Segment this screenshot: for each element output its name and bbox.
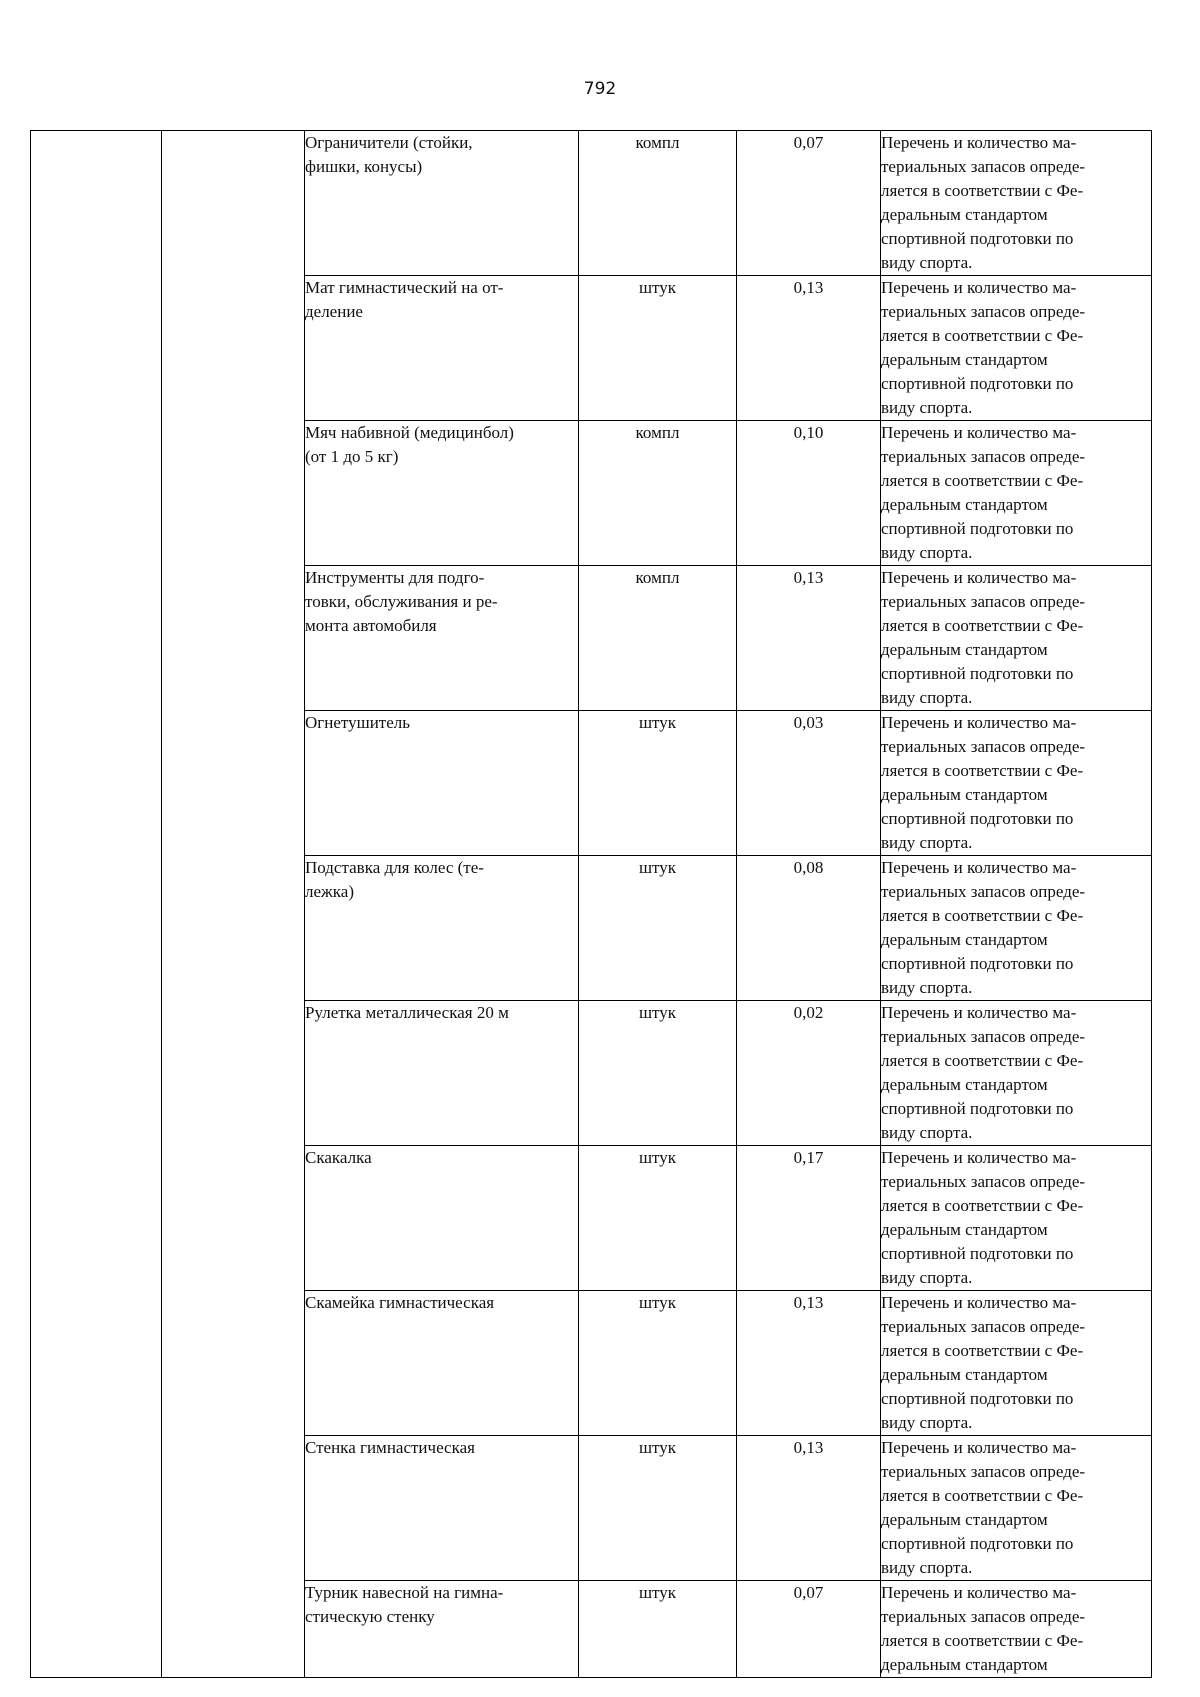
item-name-cell <box>305 1291 579 1436</box>
note-line: ляется в соответствии с Фе- <box>881 906 1084 925</box>
note-line: ляется в соответствии с Фе- <box>881 761 1084 780</box>
note-line: териальных запасов опреде- <box>881 882 1086 901</box>
note-line: териальных запасов опреде- <box>881 1317 1086 1336</box>
note-line: ляется в соответствии с Фе- <box>881 1196 1084 1215</box>
note-line: спортивной подготовки по <box>881 519 1074 538</box>
quantity-cell: 0,08 <box>737 856 881 1001</box>
item-name-line: (от 1 до 5 кг) <box>305 447 399 466</box>
note-cell <box>881 856 1152 1001</box>
note-line: ляется в соответствии с Фе- <box>881 181 1084 200</box>
unit-cell: штук <box>579 856 737 1001</box>
unit-cell: штук <box>579 711 737 856</box>
note-line: териальных запасов опреде- <box>881 447 1086 466</box>
quantity-cell: 0,07 <box>737 1581 881 1678</box>
note-line: Перечень и количество ма- <box>881 1148 1077 1167</box>
note-line: виду спорта. <box>881 543 973 562</box>
unit-cell: штук <box>579 276 737 421</box>
item-name-line: Стенка гимнастическая <box>305 1438 475 1457</box>
quantity-cell: 0,13 <box>737 1436 881 1581</box>
note-line: деральным стандартом <box>881 785 1048 804</box>
item-name-line: монта автомобиля <box>305 616 437 635</box>
note-line: спортивной подготовки по <box>881 1389 1074 1408</box>
item-name-cell <box>305 421 579 566</box>
note-line: Перечень и количество ма- <box>881 278 1077 297</box>
note-line: виду спорта. <box>881 1413 973 1432</box>
quantity-cell: 0,13 <box>737 1291 881 1436</box>
note-line: ляется в соответствии с Фе- <box>881 326 1084 345</box>
note-line: деральным стандартом <box>881 1365 1048 1384</box>
item-name-line: фишки, конусы) <box>305 157 423 176</box>
note-line: виду спорта. <box>881 1268 973 1287</box>
unit-cell: штук <box>579 1436 737 1581</box>
note-line: виду спорта. <box>881 1558 973 1577</box>
item-name-line: Мат гимнастический на от- <box>305 278 504 297</box>
unit-cell: штук <box>579 1001 737 1146</box>
empty-column-1 <box>31 131 162 1678</box>
note-line: ляется в соответствии с Фе- <box>881 471 1084 490</box>
note-line: териальных запасов опреде- <box>881 737 1086 756</box>
item-name-cell <box>305 1436 579 1581</box>
note-line: виду спорта. <box>881 398 973 417</box>
unit-cell: штук <box>579 1291 737 1436</box>
note-line: териальных запасов опреде- <box>881 592 1086 611</box>
note-line: деральным стандартом <box>881 640 1048 659</box>
note-cell <box>881 131 1152 276</box>
note-line: деральным стандартом <box>881 1075 1048 1094</box>
item-name-line: Огнетушитель <box>305 713 410 732</box>
note-line: спортивной подготовки по <box>881 954 1074 973</box>
unit-cell: компл <box>579 566 737 711</box>
note-line: ляется в соответствии с Фе- <box>881 1341 1084 1360</box>
note-cell <box>881 1291 1152 1436</box>
item-name-line: лежка) <box>305 882 354 901</box>
note-line: деральным стандартом <box>881 1510 1048 1529</box>
note-line: териальных запасов опреде- <box>881 1462 1086 1481</box>
note-line: Перечень и количество ма- <box>881 1293 1077 1312</box>
note-line: деральным стандартом <box>881 205 1048 224</box>
quantity-cell: 0,10 <box>737 421 881 566</box>
note-line: виду спорта. <box>881 833 973 852</box>
unit-cell: компл <box>579 421 737 566</box>
item-name-line: Инструменты для подго- <box>305 568 485 587</box>
quantity-cell: 0,07 <box>737 131 881 276</box>
item-name-line: Мяч набивной (медицинбол) <box>305 423 514 442</box>
note-line: ляется в соответствии с Фе- <box>881 1631 1084 1650</box>
note-line: Перечень и количество ма- <box>881 858 1077 877</box>
note-line: виду спорта. <box>881 1123 973 1142</box>
note-cell <box>881 1001 1152 1146</box>
unit-cell: штук <box>579 1146 737 1291</box>
note-cell <box>881 566 1152 711</box>
note-line: териальных запасов опреде- <box>881 302 1086 321</box>
note-line: Перечень и количество ма- <box>881 1438 1077 1457</box>
note-line: деральным стандартом <box>881 1655 1048 1674</box>
note-line: териальных запасов опреде- <box>881 157 1086 176</box>
note-cell <box>881 1581 1152 1678</box>
note-line: виду спорта. <box>881 253 973 272</box>
unit-cell: штук <box>579 1581 737 1678</box>
item-name-line: Подставка для колес (те- <box>305 858 484 877</box>
note-line: ляется в соответствии с Фе- <box>881 616 1084 635</box>
quantity-cell: 0,13 <box>737 566 881 711</box>
note-line: спортивной подготовки по <box>881 1099 1074 1118</box>
note-line: спортивной подготовки по <box>881 1244 1074 1263</box>
note-line: териальных запасов опреде- <box>881 1172 1086 1191</box>
item-name-line: Ограничители (стойки, <box>305 133 473 152</box>
item-name-cell <box>305 1001 579 1146</box>
item-name-line: стическую стенку <box>305 1607 435 1626</box>
note-line: Перечень и количество ма- <box>881 568 1077 587</box>
item-name-cell <box>305 276 579 421</box>
note-line: Перечень и количество ма- <box>881 133 1077 152</box>
unit-cell: компл <box>579 131 737 276</box>
note-cell <box>881 711 1152 856</box>
note-line: териальных запасов опреде- <box>881 1607 1086 1626</box>
quantity-cell: 0,13 <box>737 276 881 421</box>
item-name-line: Скамейка гимнастическая <box>305 1293 495 1312</box>
note-cell <box>881 1146 1152 1291</box>
note-line: деральным стандартом <box>881 1220 1048 1239</box>
note-line: Перечень и количество ма- <box>881 713 1077 732</box>
item-name-line: Скакалка <box>305 1148 372 1167</box>
table-body <box>31 131 1152 1678</box>
note-line: спортивной подготовки по <box>881 809 1074 828</box>
note-line: Перечень и количество ма- <box>881 423 1077 442</box>
note-line: спортивной подготовки по <box>881 229 1074 248</box>
quantity-cell: 0,02 <box>737 1001 881 1146</box>
note-line: ляется в соответствии с Фе- <box>881 1486 1084 1505</box>
item-name-line: Турник навесной на гимна- <box>305 1583 504 1602</box>
note-line: Перечень и количество ма- <box>881 1583 1077 1602</box>
note-line: териальных запасов опреде- <box>881 1027 1086 1046</box>
note-line: спортивной подготовки по <box>881 1534 1074 1553</box>
note-line: Перечень и количество ма- <box>881 1003 1077 1022</box>
note-cell <box>881 421 1152 566</box>
item-name-cell <box>305 856 579 1001</box>
note-line: спортивной подготовки по <box>881 664 1074 683</box>
quantity-cell: 0,17 <box>737 1146 881 1291</box>
item-name-line: товки, обслуживания и ре- <box>305 592 498 611</box>
equipment-table <box>30 130 1152 1678</box>
item-name-line: Рулетка металлическая 20 м <box>305 1003 509 1022</box>
item-name-line: деление <box>305 302 363 321</box>
page-number: 792 <box>583 79 617 99</box>
note-line: деральным стандартом <box>881 930 1048 949</box>
note-line: виду спорта. <box>881 688 973 707</box>
note-cell <box>881 276 1152 421</box>
table-row <box>31 131 1152 276</box>
note-line: спортивной подготовки по <box>881 374 1074 393</box>
note-cell <box>881 1436 1152 1581</box>
empty-column-2 <box>162 131 305 1678</box>
item-name-cell <box>305 1146 579 1291</box>
note-line: ляется в соответствии с Фе- <box>881 1051 1084 1070</box>
note-line: деральным стандартом <box>881 350 1048 369</box>
item-name-cell <box>305 566 579 711</box>
note-line: деральным стандартом <box>881 495 1048 514</box>
item-name-cell <box>305 711 579 856</box>
item-name-cell <box>305 1581 579 1678</box>
item-name-cell <box>305 131 579 276</box>
quantity-cell: 0,03 <box>737 711 881 856</box>
note-line: виду спорта. <box>881 978 973 997</box>
